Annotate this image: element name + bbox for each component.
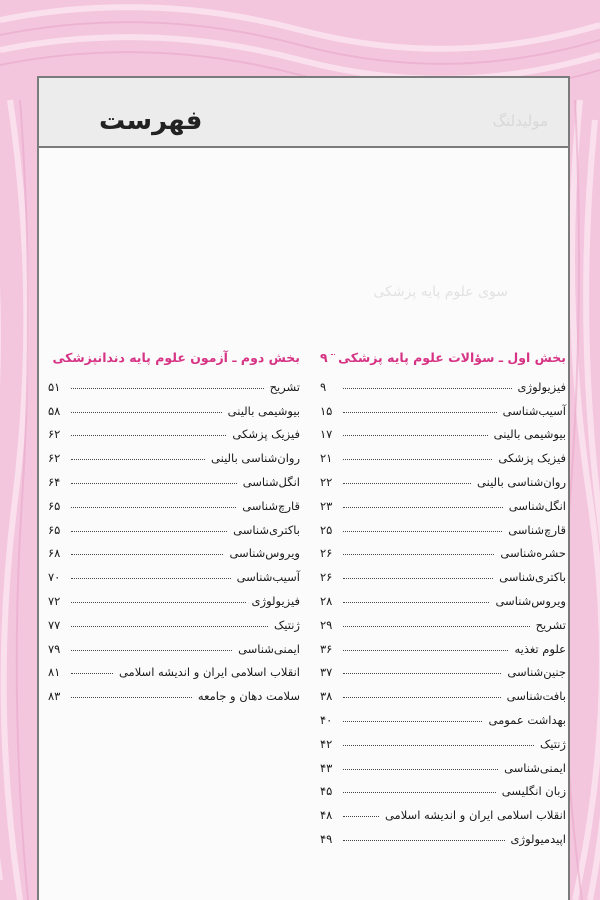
dot-leader [71, 434, 226, 436]
toc-entry-title: آسیب‌شناسی [236, 570, 300, 585]
toc-entry[interactable] [320, 465, 566, 489]
toc-entry-page-number: ۴۸ [320, 808, 333, 823]
toc-entry[interactable] [48, 394, 300, 418]
toc-entry-page-number: ۲۵ [320, 522, 333, 537]
toc-entry-title: بیوشیمی بالینی [493, 427, 566, 442]
dot-leader [343, 649, 508, 651]
toc-entry-page-number: ۲۶ [320, 546, 333, 561]
toc-entry[interactable] [48, 489, 300, 513]
dot-leader [343, 458, 492, 460]
toc-entry[interactable] [48, 370, 300, 394]
dot-leader [71, 530, 227, 532]
toc-entry-title: فیزیولوژی [517, 379, 566, 394]
toc-entry-title: جنین‌شناسی [507, 665, 566, 680]
dot-leader [343, 768, 498, 770]
dot-leader [343, 411, 497, 413]
toc-entry[interactable] [48, 537, 300, 561]
toc-entry[interactable] [48, 560, 300, 584]
toc-entry[interactable] [320, 679, 566, 703]
dot-leader [343, 720, 482, 722]
toc-entry[interactable] [320, 798, 566, 822]
toc-entry-page-number: ۶۵ [48, 498, 61, 513]
toc-entry[interactable] [320, 822, 566, 846]
toc-entry-title: انقلاب اسلامی ایران و اندیشه اسلامی [118, 665, 300, 680]
dot-leader [343, 577, 493, 579]
toc-entry-page-number: ۸۳ [48, 689, 61, 704]
toc-entry-title: بافت‌شناسی [506, 689, 566, 704]
toc-entry-title: ژنتیک [540, 736, 566, 751]
toc-entry-title: انگل‌شناسی [508, 498, 566, 513]
toc-entry-page-number: ۶۲ [48, 451, 61, 466]
toc-entry-page-number: ۸۱ [48, 665, 61, 680]
toc-entry-page-number: ۳۸ [320, 689, 333, 704]
toc-entry-page-number: ۵۱ [48, 379, 61, 394]
toc-entry[interactable] [48, 584, 300, 608]
toc-entry-title: حشره‌شناسی [500, 546, 566, 561]
section-heading-title: بخش اول ـ سؤالات علوم پایه پزشکی [338, 349, 566, 365]
toc-entry-title: ایمنی‌شناسی [238, 641, 300, 656]
dot-leader [343, 696, 501, 698]
toc-entry-page-number: ۱۷ [320, 427, 333, 442]
toc-entry-title: سلامت دهان و جامعه [197, 689, 300, 704]
dot-leader [343, 601, 489, 603]
toc-entry[interactable] [320, 751, 566, 775]
toc-entry-title: فیزیولوژی [251, 593, 300, 608]
section-heading-page: ۹ [320, 349, 328, 365]
dot-leader [71, 387, 264, 389]
toc-entry-page-number: ۴۳ [320, 760, 333, 775]
toc-entry[interactable] [48, 465, 300, 489]
toc-entry[interactable] [48, 632, 300, 656]
dot-leader [343, 530, 502, 532]
dot-leader [71, 696, 192, 698]
dot-leader [331, 353, 335, 355]
toc-entry-page-number: ۲۶ [320, 570, 333, 585]
dot-leader [343, 506, 503, 508]
toc-entry[interactable] [320, 727, 566, 751]
toc-entry[interactable] [320, 513, 566, 537]
toc-entry-title: انقلاب اسلامی ایران و اندیشه اسلامی [384, 808, 566, 823]
dot-leader [71, 411, 222, 413]
toc-entry-page-number: ۷۰ [48, 570, 61, 585]
dot-leader [343, 672, 501, 674]
toc-entry-page-number: ۲۲ [320, 474, 333, 489]
dot-leader [343, 815, 379, 817]
toc-entry-title: فیزیک پزشکی [232, 427, 300, 442]
toc-entry-page-number: ۶۵ [48, 522, 61, 537]
toc-entry[interactable] [320, 608, 566, 632]
ghost-subtitle-text: سوی علوم پایه پزشکی [373, 284, 508, 300]
section-heading[interactable] [48, 344, 300, 370]
toc-entry-title: بیوشیمی بالینی [227, 403, 300, 418]
toc-entry-page-number: ۶۴ [48, 474, 61, 489]
dot-leader [71, 458, 205, 460]
toc-entry-title: آسیب‌شناسی [502, 403, 566, 418]
toc-entry[interactable] [48, 441, 300, 465]
toc-entry[interactable] [48, 418, 300, 442]
toc-entry-page-number: ۵۸ [48, 403, 61, 418]
toc-entry-page-number: ۴۹ [320, 831, 333, 846]
toc-entry-page-number: ۷۷ [48, 617, 61, 632]
toc-section-1 [320, 344, 566, 846]
toc-entry-page-number: ۲۱ [320, 451, 333, 466]
toc-entry[interactable] [320, 775, 566, 799]
dot-leader [71, 506, 236, 508]
toc-entry[interactable] [320, 632, 566, 656]
toc-entry-page-number: ۳۶ [320, 641, 333, 656]
toc-entry-title: بهداشت عمومی [488, 712, 566, 727]
toc-entry-page-number: ۶۸ [48, 546, 61, 561]
toc-entry-title: قارچ‌شناسی [508, 522, 566, 537]
toc-entry-title: انگل‌شناسی [242, 474, 300, 489]
toc-entry[interactable] [320, 656, 566, 680]
toc-entry[interactable] [320, 441, 566, 465]
toc-entry-page-number: ۲۸ [320, 593, 333, 608]
dot-leader [343, 482, 471, 484]
toc-entry-title: قارچ‌شناسی [242, 498, 300, 513]
toc-entry[interactable] [320, 584, 566, 608]
toc-section-2 [48, 344, 300, 703]
toc-entry[interactable] [320, 489, 566, 513]
toc-entry[interactable] [48, 679, 300, 703]
page-title: فهرست [99, 106, 203, 136]
toc-entry[interactable] [48, 656, 300, 680]
toc-entry[interactable] [320, 703, 566, 727]
dot-leader [343, 791, 496, 793]
toc-entry-title: فیزیک پزشکی [498, 451, 566, 466]
section-heading-title: بخش دوم ـ آزمون علوم پایه دندانپزشکی [52, 349, 300, 365]
toc-entry-title: علوم تغذیه [514, 641, 566, 656]
dot-leader [343, 625, 530, 627]
toc-entry[interactable] [320, 418, 566, 442]
toc-entry-page-number: ۶۲ [48, 427, 61, 442]
ghost-title-text: مولیدلنگ [492, 112, 548, 130]
dot-leader [71, 482, 237, 484]
toc-entry-page-number: ۷۹ [48, 641, 61, 656]
toc-entry[interactable] [320, 394, 566, 418]
dot-leader [71, 672, 113, 674]
toc-entry-page-number: ۹ [320, 379, 327, 394]
toc-entry-page-number: ۷۲ [48, 593, 61, 608]
toc-entry-page-number: ۳۷ [320, 665, 333, 680]
toc-entry-title: ویروس‌شناسی [229, 546, 300, 561]
toc-entry-title: زبان انگلیسی [501, 784, 566, 799]
dot-leader [343, 744, 534, 746]
dot-leader [343, 387, 512, 389]
toc-entry-title: ویروس‌شناسی [495, 593, 566, 608]
toc-entry[interactable] [320, 560, 566, 584]
dot-leader [343, 839, 505, 841]
toc-entry-page-number: ۲۹ [320, 617, 333, 632]
toc-entry-title: اپیدمیولوژی [510, 831, 566, 846]
title-band [39, 78, 568, 148]
dot-leader [71, 577, 231, 579]
toc-entry-title: ایمنی‌شناسی [504, 760, 566, 775]
toc-entry-page-number: ۴۵ [320, 784, 333, 799]
toc-entry[interactable] [48, 513, 300, 537]
section-heading[interactable] [320, 344, 566, 370]
toc-entry[interactable] [48, 608, 300, 632]
dot-leader [343, 553, 494, 555]
toc-entry-page-number: ۲۳ [320, 498, 333, 513]
dot-leader [71, 553, 223, 555]
dot-leader [71, 625, 268, 627]
toc-entry-page-number: ۴۲ [320, 736, 333, 751]
dot-leader [71, 649, 232, 651]
dot-leader [343, 434, 488, 436]
toc-entry-title: باکتری‌شناسی [499, 570, 566, 585]
toc-entry-page-number: ۴۰ [320, 712, 333, 727]
toc-entry-title: تشریح [535, 617, 566, 632]
toc-entry-title: روان‌شناسی بالینی [477, 474, 566, 489]
toc-entry-title: تشریح [269, 379, 300, 394]
toc-entry-title: ژنتیک [274, 617, 300, 632]
dot-leader [71, 601, 246, 603]
toc-entry-title: روان‌شناسی بالینی [211, 451, 300, 466]
toc-entry[interactable] [320, 370, 566, 394]
toc-entry-page-number: ۱۵ [320, 403, 333, 418]
toc-entry-title: باکتری‌شناسی [233, 522, 300, 537]
toc-entry[interactable] [320, 537, 566, 561]
